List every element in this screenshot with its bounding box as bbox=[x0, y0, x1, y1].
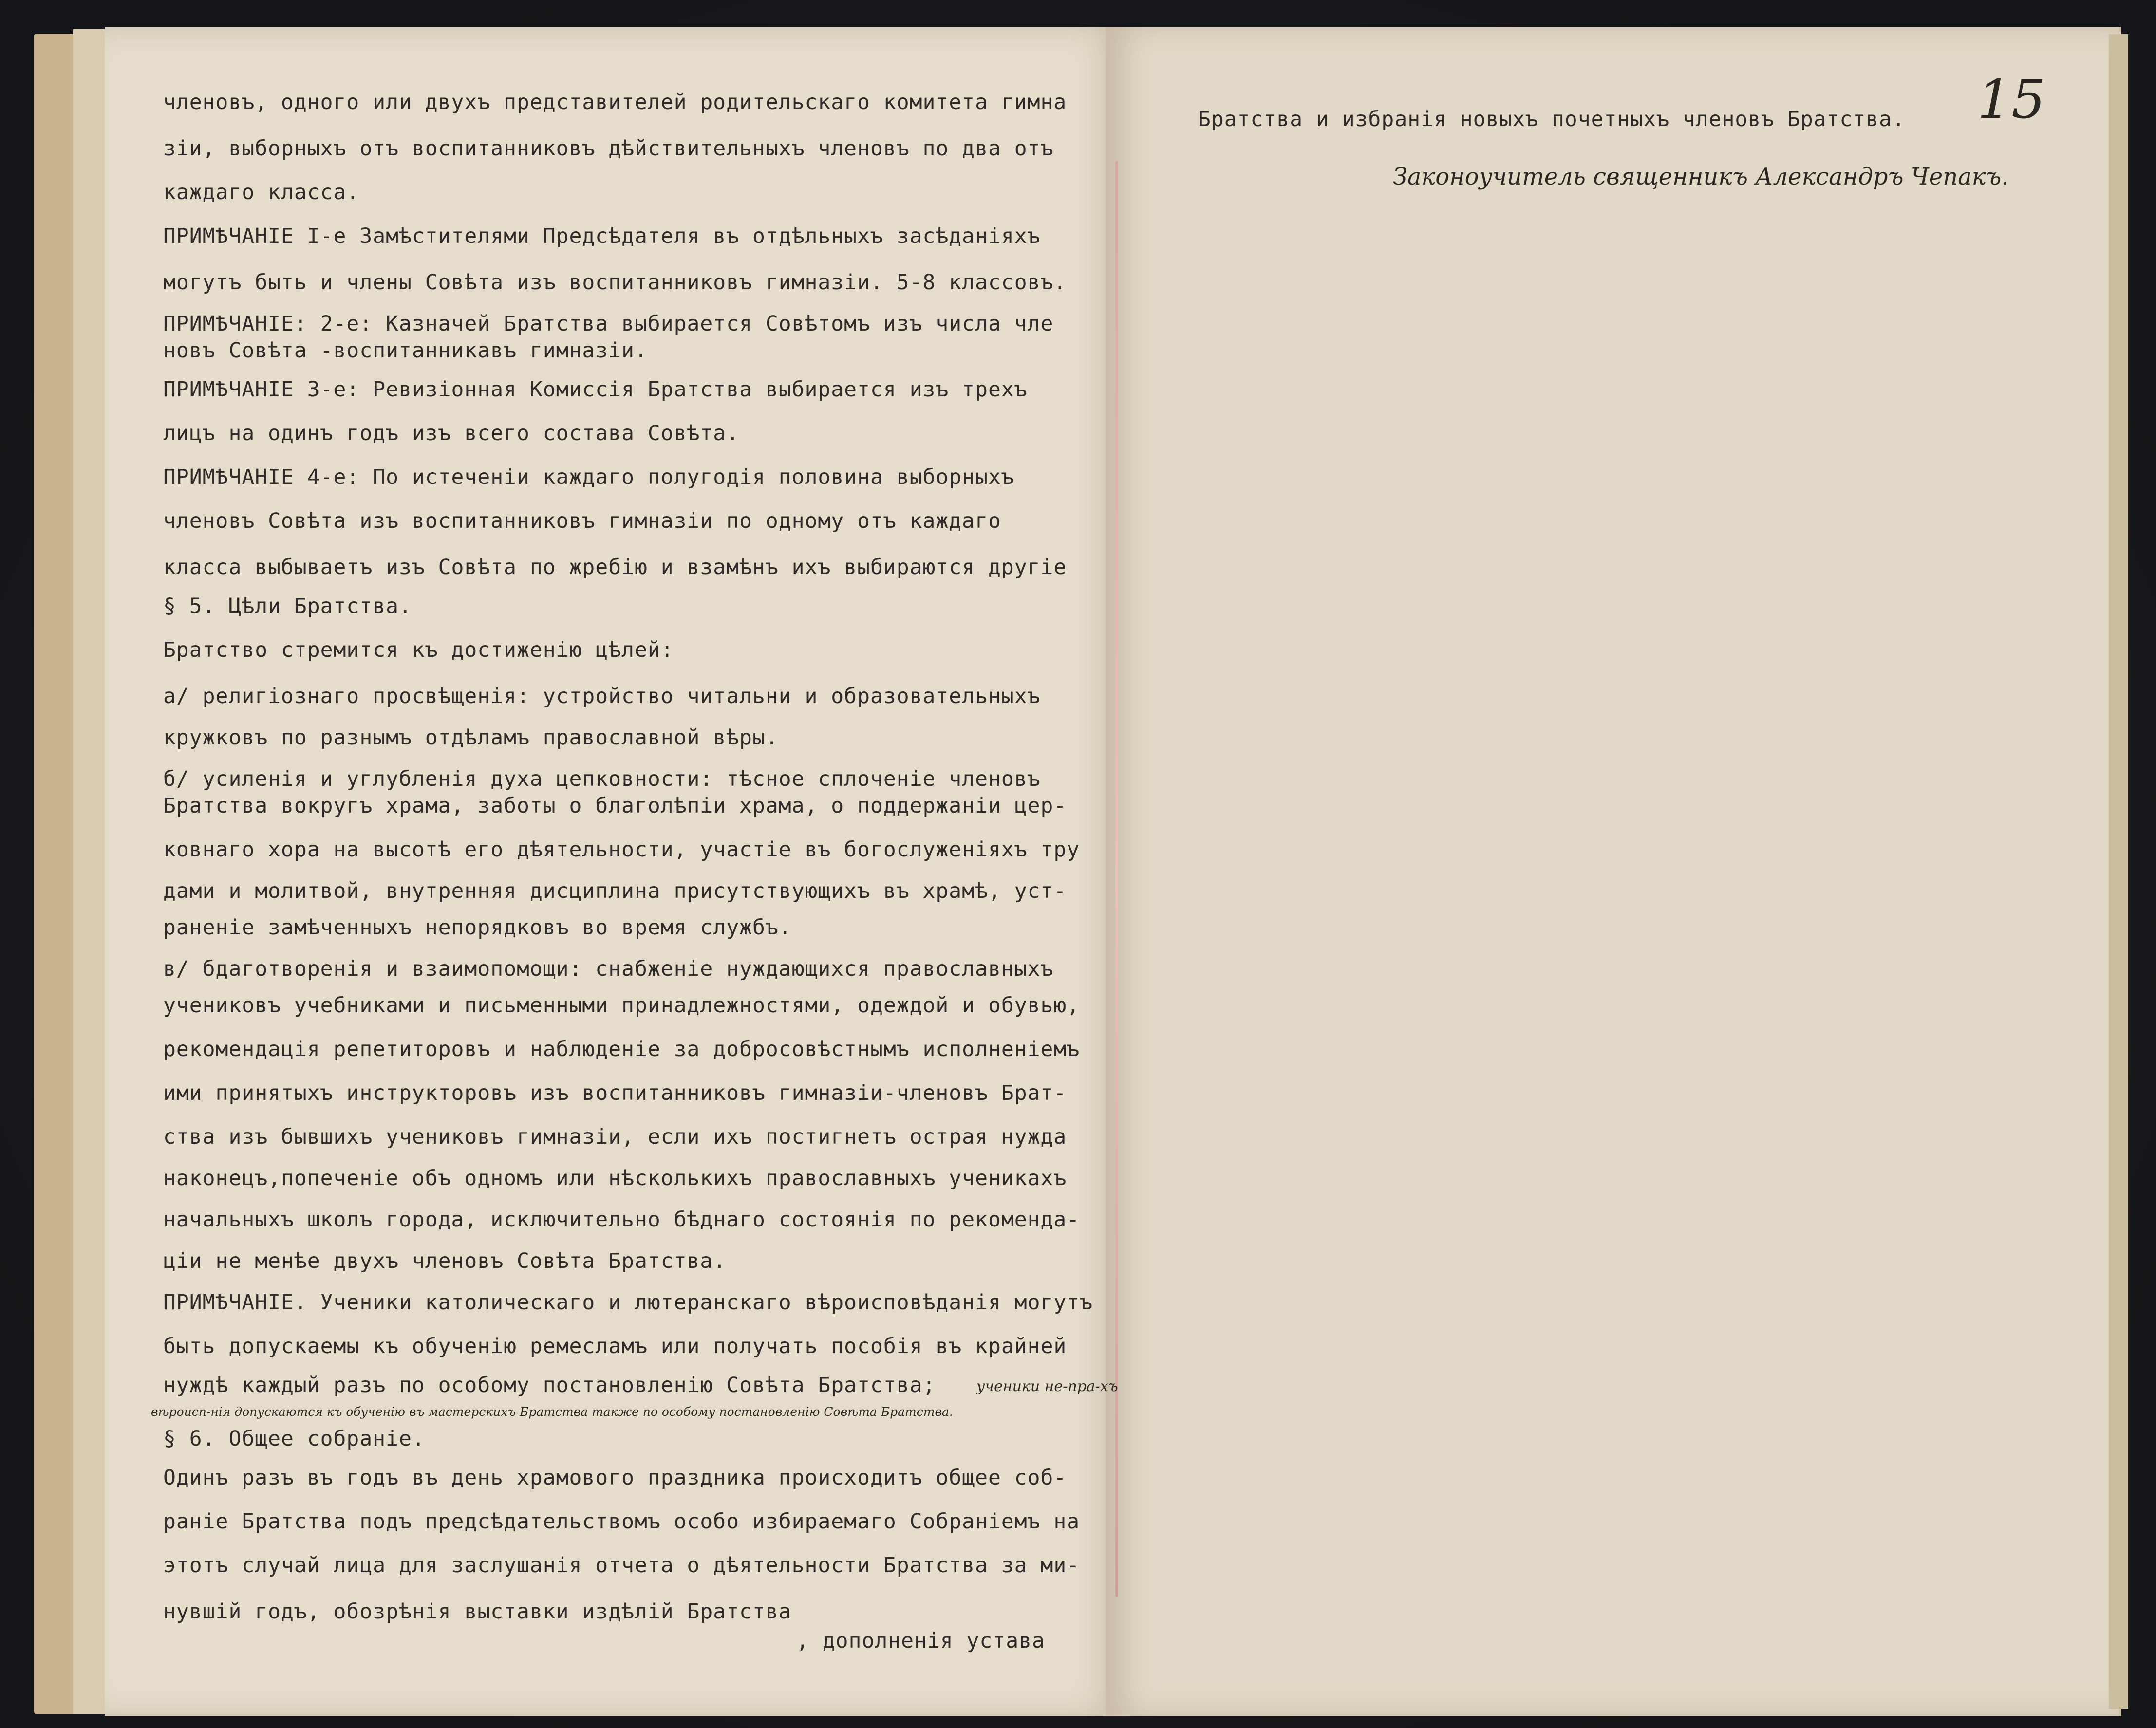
text-line: новъ Совѣта -воспитанникавъ гимназіи. bbox=[163, 338, 648, 363]
text-line: каждаго класса. bbox=[163, 180, 360, 204]
section-heading: § 6. Общее собраніе. bbox=[163, 1427, 425, 1451]
text-line: ПРИМѢЧАНІЕ 3-е: Ревизіонная Комиссія Братства выбирается изъ трехъ bbox=[163, 377, 1028, 402]
text-line: могутъ быть и члены Совѣта изъ воспитанниковъ гимназіи. 5-8 классовъ. bbox=[163, 270, 1067, 295]
text-line: ковнаго хора на высотѣ его дѣятельности, участіе въ богослуженіяхъ тру bbox=[163, 837, 1080, 862]
text-line: рекомендація репетиторовъ и наблюденіе за добросовѣстнымъ исполненіемъ bbox=[163, 1037, 1080, 1061]
text-line: ства изъ бывшихъ учениковъ гимназіи, если ихъ постигнетъ острая нужда bbox=[163, 1125, 1067, 1149]
text-line: раніе Братства подъ предсѣдательствомъ особо избираемаго Собраніемъ на bbox=[163, 1509, 1080, 1534]
text-line: этотъ случай лица для заслушанія отчета о дѣятельности Братства за ми- bbox=[163, 1553, 1080, 1578]
text-line: б/ усиленія и углубленія духа цепковности: тѣсное сплоченіе членовъ bbox=[163, 767, 1041, 791]
text-line: учениковъ учебниками и письменными принадлежностями, одеждой и обувью, bbox=[163, 993, 1080, 1018]
text-line: Братства вокругъ храма, заботы о благолѣпіи храма, о поддержаніи цер- bbox=[163, 794, 1067, 818]
text-line: класса выбываетъ изъ Совѣта по жребію и взамѣнъ ихъ выбираются другіе bbox=[163, 555, 1067, 579]
text-line: раненіе замѣченныхъ непорядковъ во время службъ. bbox=[163, 915, 792, 940]
text-line: ціи не менѣе двухъ членовъ Совѣта Братства. bbox=[163, 1249, 727, 1273]
signature: Законоучитель священникъ Александръ Чепакъ. bbox=[1393, 163, 2009, 190]
text-line: Одинъ разъ въ годъ въ день храмового праздника происходитъ общее соб- bbox=[163, 1466, 1067, 1490]
text-line: Братство стремится къ достиженію цѣлей: bbox=[163, 638, 674, 662]
text-line: лицъ на одинъ годъ изъ всего состава Совѣта. bbox=[163, 421, 740, 446]
text-line: а/ религіознаго просвѣщенія: устройство читальни и образовательныхъ bbox=[163, 684, 1041, 708]
text-line: Братства и избранія новыхъ почетныхъ членовъ Братства. bbox=[1198, 107, 1905, 131]
text-line: нувшій годъ, обозрѣнія выставки издѣлій Братства bbox=[163, 1599, 792, 1624]
text-line: членовъ Совѣта изъ воспитанниковъ гимназіи по одному отъ каждаго bbox=[163, 509, 1001, 533]
text-line: зіи, выборныхъ отъ воспитанниковъ дѣйствительныхъ членовъ по два отъ bbox=[163, 136, 1054, 161]
handwritten-insert: вѣроисп-нія допускаются къ обученію въ мастерскихъ Братства также по особому постановленію Совѣта Братства. bbox=[151, 1405, 953, 1419]
right-page bbox=[1106, 27, 2119, 1716]
text-line: членовъ, одного или двухъ представителей родительскаго комитета гимна bbox=[163, 90, 1067, 114]
text-line: нуждѣ каждый разъ по особому постановленію Совѣта Братства; bbox=[163, 1373, 936, 1397]
page-number: 15 bbox=[1977, 68, 2045, 130]
text-line: дами и молитвой, внутренняя дисциплина присутствующихъ въ храмѣ, уст- bbox=[163, 879, 1067, 903]
text-line: начальныхъ школъ города, исключительно бѣднаго состоянія по рекоменда- bbox=[163, 1208, 1080, 1232]
text-line: ими принятыхъ инструкторовъ изъ воспитанниковъ гимназіи-членовъ Брат- bbox=[163, 1081, 1067, 1105]
text-line: в/ бдаготворенія и взаимопомощи: снабженіе нуждающихся православныхъ bbox=[163, 957, 1054, 981]
right-page-edge bbox=[2109, 34, 2128, 1709]
text-line: ПРИМѢЧАНІЕ 4-е: По истеченіи каждаго полугодія половина выборныхъ bbox=[163, 465, 1014, 489]
text-line: , дополненія устава bbox=[796, 1629, 1045, 1653]
text-line: быть допускаемы къ обученію ремесламъ или получать пособія въ крайней bbox=[163, 1334, 1067, 1358]
section-heading: § 5. Цѣли Братства. bbox=[163, 594, 412, 618]
text-line: ПРИМѢЧАНІЕ. Ученики католическаго и лютеранскаго вѣроисповѣданія могутъ bbox=[163, 1290, 1093, 1315]
text-line: ПРИМѢЧАНІЕ I-е Замѣстителями Предсѣдателя въ отдѣльныхъ засѣданіяхъ bbox=[163, 224, 1041, 248]
text-line: наконецъ,попеченіе объ одномъ или нѣсколькихъ православныхъ ученикахъ bbox=[163, 1166, 1067, 1190]
handwritten-insert: ученики не-пра-хъ bbox=[976, 1378, 1118, 1395]
text-line: ПРИМѢЧАНІЕ: 2-е: Казначей Братства выбирается Совѣтомъ изъ числа чле bbox=[163, 312, 1054, 336]
text-line: кружковъ по разнымъ отдѣламъ православной вѣры. bbox=[163, 725, 779, 750]
